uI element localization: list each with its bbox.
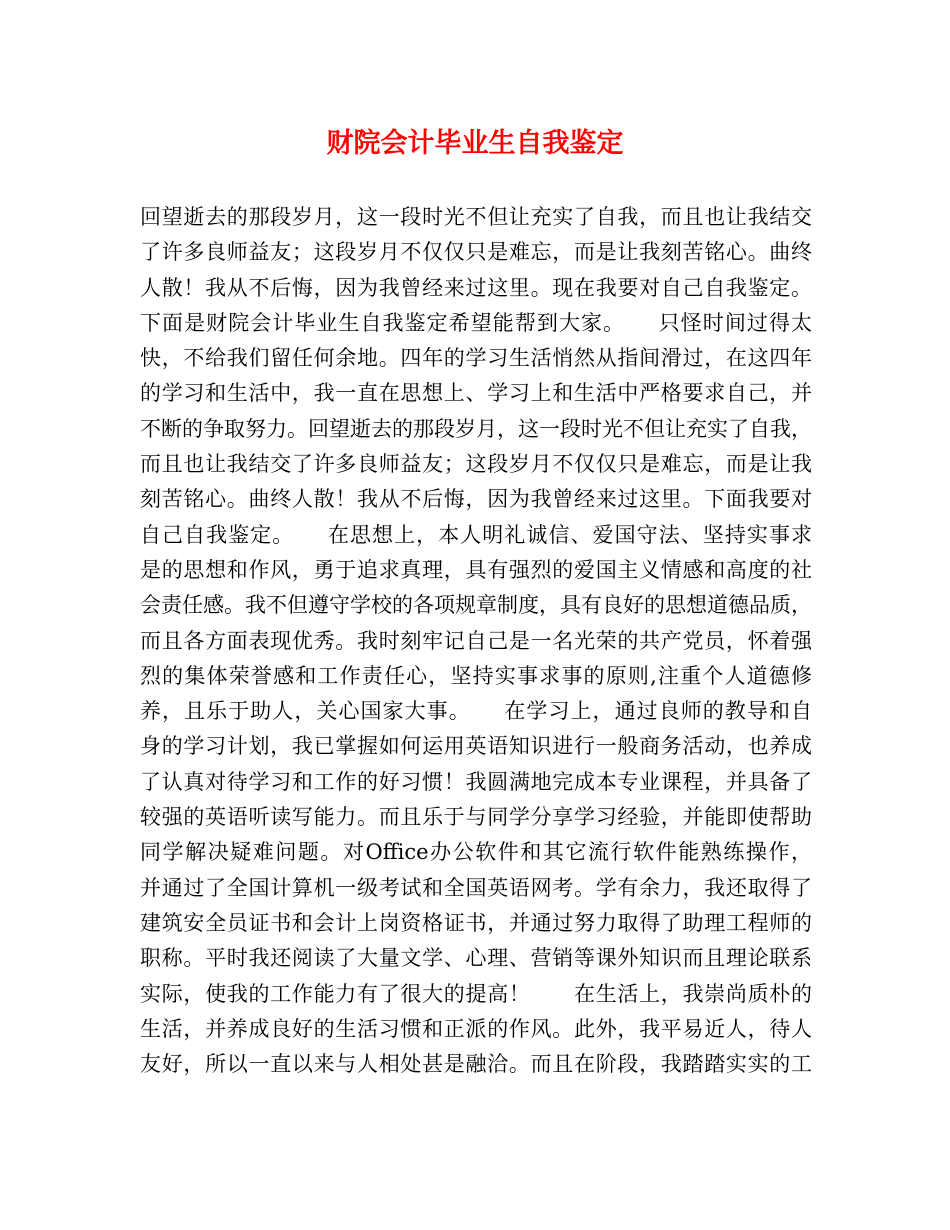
body-line: 会责任感。我不但遵守学校的各项规章制度，具有良好的思想道德品质， [140, 593, 812, 618]
body-line: 快，不给我们留任何余地。四年的学习生活悄然从指间滑过，在这四年 [140, 346, 812, 371]
body-line: 了许多良师益友；这段岁月不仅仅只是难忘，而是让我刻苦铭心。曲终 [140, 240, 812, 265]
body-line: 是的思想和作风，勇于追求真理，具有强烈的爱国主义情感和高度的社 [140, 557, 812, 582]
body-line: 刻苦铭心。曲终人散！我从不后悔，因为我曾经来过这里。下面我要对 [140, 487, 812, 512]
body-line: 生活，并养成良好的生活习惯和正派的作风。此外，我平易近人，待人 [140, 1016, 812, 1041]
body-line: 建筑安全员证书和会计上岗资格证书，并通过努力取得了助理工程师的 [140, 910, 812, 935]
body-line: 并通过了全国计算机一级考试和全国英语网考。学有余力，我还取得了 [140, 875, 812, 900]
body-line: 同学解决疑难问题。对Office办公软件和其它流行软件能熟练操作， [140, 840, 812, 865]
body-line: 较强的英语听读写能力。而且乐于与同学分享学习经验，并能即使帮助 [140, 805, 812, 830]
body-line: 养，且乐于助人，关心国家大事。 在学习上，通过良师的教导和自 [140, 699, 812, 724]
body-line: 回望逝去的那段岁月，这一段时光不但让充实了自我，而且也让我结交 [140, 205, 812, 229]
body-line: 自己自我鉴定。 在思想上，本人明礼诚信、爱国守法、坚持实事求 [140, 522, 812, 547]
body-line: 而且各方面表现优秀。我时刻牢记自己是一名光荣的共产党员，怀着强 [140, 628, 812, 653]
document-title: 财院会计毕业生自我鉴定 [326, 128, 624, 159]
body-line: 而且也让我结交了许多良师益友；这段岁月不仅仅只是难忘，而是让我 [140, 452, 812, 477]
body-line: 友好，所以一直以来与人相处甚是融洽。而且在阶段，我踏踏实实的工 [140, 1052, 812, 1077]
body-line: 实际，使我的工作能力有了很大的提高！ 在生活上，我崇尚质朴的 [140, 981, 812, 1006]
body-line: 人散！我从不后悔，因为我曾经来过这里。现在我要对自己自我鉴定。 [140, 275, 812, 300]
body-line: 下面是财院会计毕业生自我鉴定希望能帮到大家。 只怪时间过得太 [140, 310, 812, 335]
body-line: 职称。平时我还阅读了大量文学、心理、营销等课外知识而且理论联系 [140, 946, 812, 971]
body-line: 不断的争取努力。回望逝去的那段岁月，这一段时光不但让充实了自我， [140, 416, 812, 441]
body-line: 烈的集体荣誉感和工作责任心，坚持实事求事的原则,注重个人道德修 [140, 663, 812, 688]
body-line: 的学习和生活中，我一直在思想上、学习上和生活中严格要求自己，并 [140, 381, 812, 406]
body-line: 了认真对待学习和工作的好习惯！我圆满地完成本专业课程，并具备了 [140, 769, 812, 794]
body-line: 身的学习计划，我已掌握如何运用英语知识进行一般商务活动，也养成 [140, 734, 812, 759]
document-body [140, 200, 812, 1082]
